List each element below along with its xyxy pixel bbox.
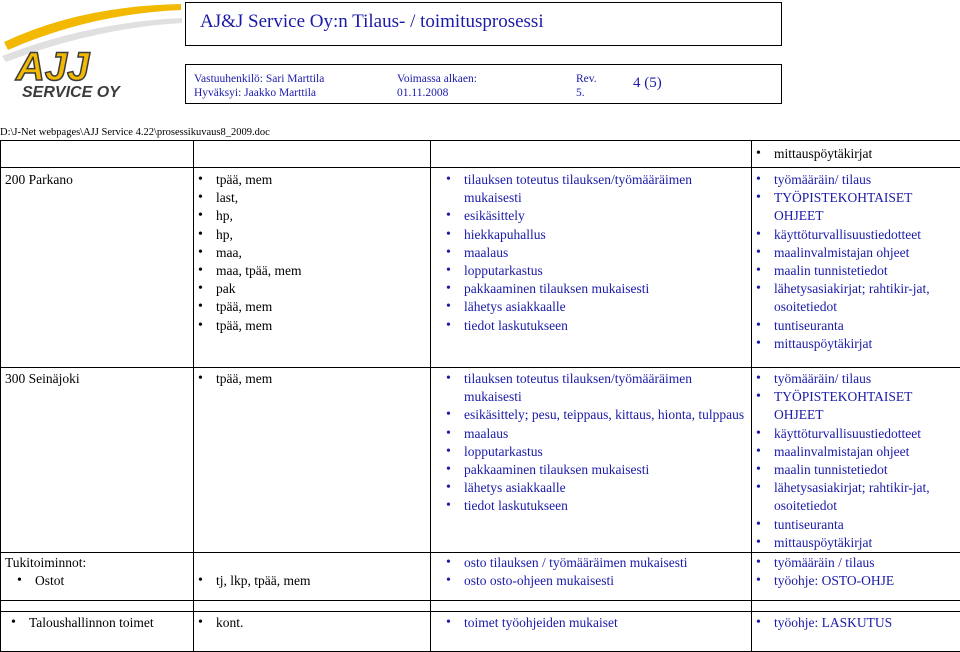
table-row xyxy=(1,601,960,612)
table-row xyxy=(1,553,960,601)
list-item: • mittauspöytäkirjat xyxy=(752,534,960,552)
table-row xyxy=(1,141,960,168)
list-item: • kont. xyxy=(194,614,430,632)
list-item: • tpää, mem xyxy=(194,370,430,388)
list-item: • tuntiseuranta xyxy=(752,516,960,534)
list-item: • käyttöturvallisuustiedotteet xyxy=(752,425,960,443)
unit-list xyxy=(7,614,193,632)
list-item: • maalinvalmistajan ohjeet xyxy=(752,443,960,461)
list-item: • osto tilauksen / työmääräimen mukaisesti xyxy=(442,554,751,572)
list-item: • lopputarkastus xyxy=(442,262,751,280)
table-row xyxy=(1,168,960,368)
roles-list xyxy=(194,572,430,590)
list-item: • maalin tunnistetiedot xyxy=(752,461,960,479)
unit-name: 300 Seinäjoki xyxy=(1,368,193,388)
page-title: AJ&J Service Oy:n Tilaus- / toimitusprosessi xyxy=(200,11,544,33)
roles-list xyxy=(194,171,430,335)
list-item: • maa, tpää, mem xyxy=(194,262,430,280)
table-row xyxy=(1,368,960,553)
unit-name: 200 Parkano xyxy=(1,168,193,189)
list-item: • tiedot laskutukseen xyxy=(442,317,751,335)
list-item: • pakkaaminen tilauksen mukaisesti xyxy=(442,461,751,479)
docs-list xyxy=(752,171,960,353)
list-item: • lopputarkastus xyxy=(442,443,751,461)
list-item: • tilauksen toteutus tilauksen/työmääräimen mukaisesti xyxy=(442,370,751,406)
title-box xyxy=(185,2,782,46)
list-item: • tilauksen toteutus tilauksen/työmääräimen mukaisesti xyxy=(442,171,751,207)
steps-list xyxy=(442,171,751,335)
list-item: • tpää, mem xyxy=(194,171,430,189)
roles-list xyxy=(194,370,430,388)
table-row xyxy=(1,612,960,652)
list-item: • esikäsittely xyxy=(442,207,751,225)
list-item: • maa, xyxy=(194,244,430,262)
list-item: • TYÖPISTEKOHTAISET OHJEET xyxy=(752,189,960,225)
steps-list xyxy=(442,554,751,590)
list-item: • tiedot laskutukseen xyxy=(442,497,751,515)
svg-text:SERVICE OY: SERVICE OY xyxy=(22,84,121,101)
list-item: • maalin tunnistetiedot xyxy=(752,262,960,280)
list-item: • pakkaaminen tilauksen mukaisesti xyxy=(442,280,751,298)
document-path: D:\J-Net webpages\AJJ Service 4.22\prosessikuvaus8_2009.doc xyxy=(0,127,270,138)
list-item: • Ostot xyxy=(13,572,193,590)
approved-by: Hyväksyi: Jaakko Marttila xyxy=(194,86,316,101)
unit-section-header: Tukitoiminnot: xyxy=(1,553,193,572)
list-item: • käyttöturvallisuustiedotteet xyxy=(752,226,960,244)
list-item: • työmääräin/ tilaus xyxy=(752,171,960,189)
page-number: 4 (5) xyxy=(633,75,662,92)
list-item: • lähetysasiakirjat; rahtikir-jat, osoitetiedot xyxy=(752,280,960,316)
list-item: • toimet työohjeiden mukaiset xyxy=(442,614,751,632)
list-item: • esikäsittely; pesu, teippaus, kittaus, hionta, tulppaus xyxy=(442,406,751,424)
process-table xyxy=(0,140,960,652)
doc-list xyxy=(752,145,960,163)
list-item: • mittauspöytäkirjat xyxy=(752,335,960,353)
list-item: • hiekkapuhallus xyxy=(442,226,751,244)
list-item: • tj, lkp, tpää, mem xyxy=(194,572,430,590)
unit-list xyxy=(13,572,193,590)
list-item: • työmääräin/ tilaus xyxy=(752,370,960,388)
list-item: • lähetysasiakirjat; rahtikir-jat, osoitetiedot xyxy=(752,479,960,515)
list-item: • lähetys asiakkaalle xyxy=(442,479,751,497)
steps-list xyxy=(442,370,751,516)
list-item: • Taloushallinnon toimet xyxy=(7,614,193,632)
list-item: • työohje: OSTO-OHJE xyxy=(752,572,960,590)
steps-list xyxy=(442,614,751,632)
list-item: • maalaus xyxy=(442,425,751,443)
docs-list xyxy=(752,370,960,552)
docs-list xyxy=(752,614,960,632)
svg-text:AJJ: AJJ xyxy=(15,45,90,89)
list-item: • mittauspöytäkirjat xyxy=(752,145,960,163)
list-item: • hp, xyxy=(194,207,430,225)
list-item: • TYÖPISTEKOHTAISET OHJEET xyxy=(752,388,960,424)
docs-list xyxy=(752,554,960,590)
list-item: • hp, xyxy=(194,226,430,244)
document-meta-box xyxy=(185,64,782,104)
list-item: • tpää, mem xyxy=(194,317,430,335)
list-item: • työohje: LASKUTUS xyxy=(752,614,960,632)
company-logo xyxy=(0,0,183,112)
list-item: • pak xyxy=(194,280,430,298)
list-item: • maalinvalmistajan ohjeet xyxy=(752,244,960,262)
list-item: • tpää, mem xyxy=(194,298,430,316)
list-item: • maalaus xyxy=(442,244,751,262)
list-item: • osto osto-ohjeen mukaisesti xyxy=(442,572,751,590)
list-item: • lähetys asiakkaalle xyxy=(442,298,751,316)
valid-from-date: 01.11.2008 xyxy=(397,86,448,101)
revision-value: 5. xyxy=(576,86,585,101)
roles-list xyxy=(194,614,430,632)
revision-label: Rev. xyxy=(576,72,597,87)
list-item: • työmääräin / tilaus xyxy=(752,554,960,572)
list-item: • last, xyxy=(194,189,430,207)
valid-from-label: Voimassa alkaen: xyxy=(397,72,477,87)
list-item: • tuntiseuranta xyxy=(752,317,960,335)
responsible-person: Vastuuhenkilö: Sari Marttila xyxy=(194,72,324,87)
